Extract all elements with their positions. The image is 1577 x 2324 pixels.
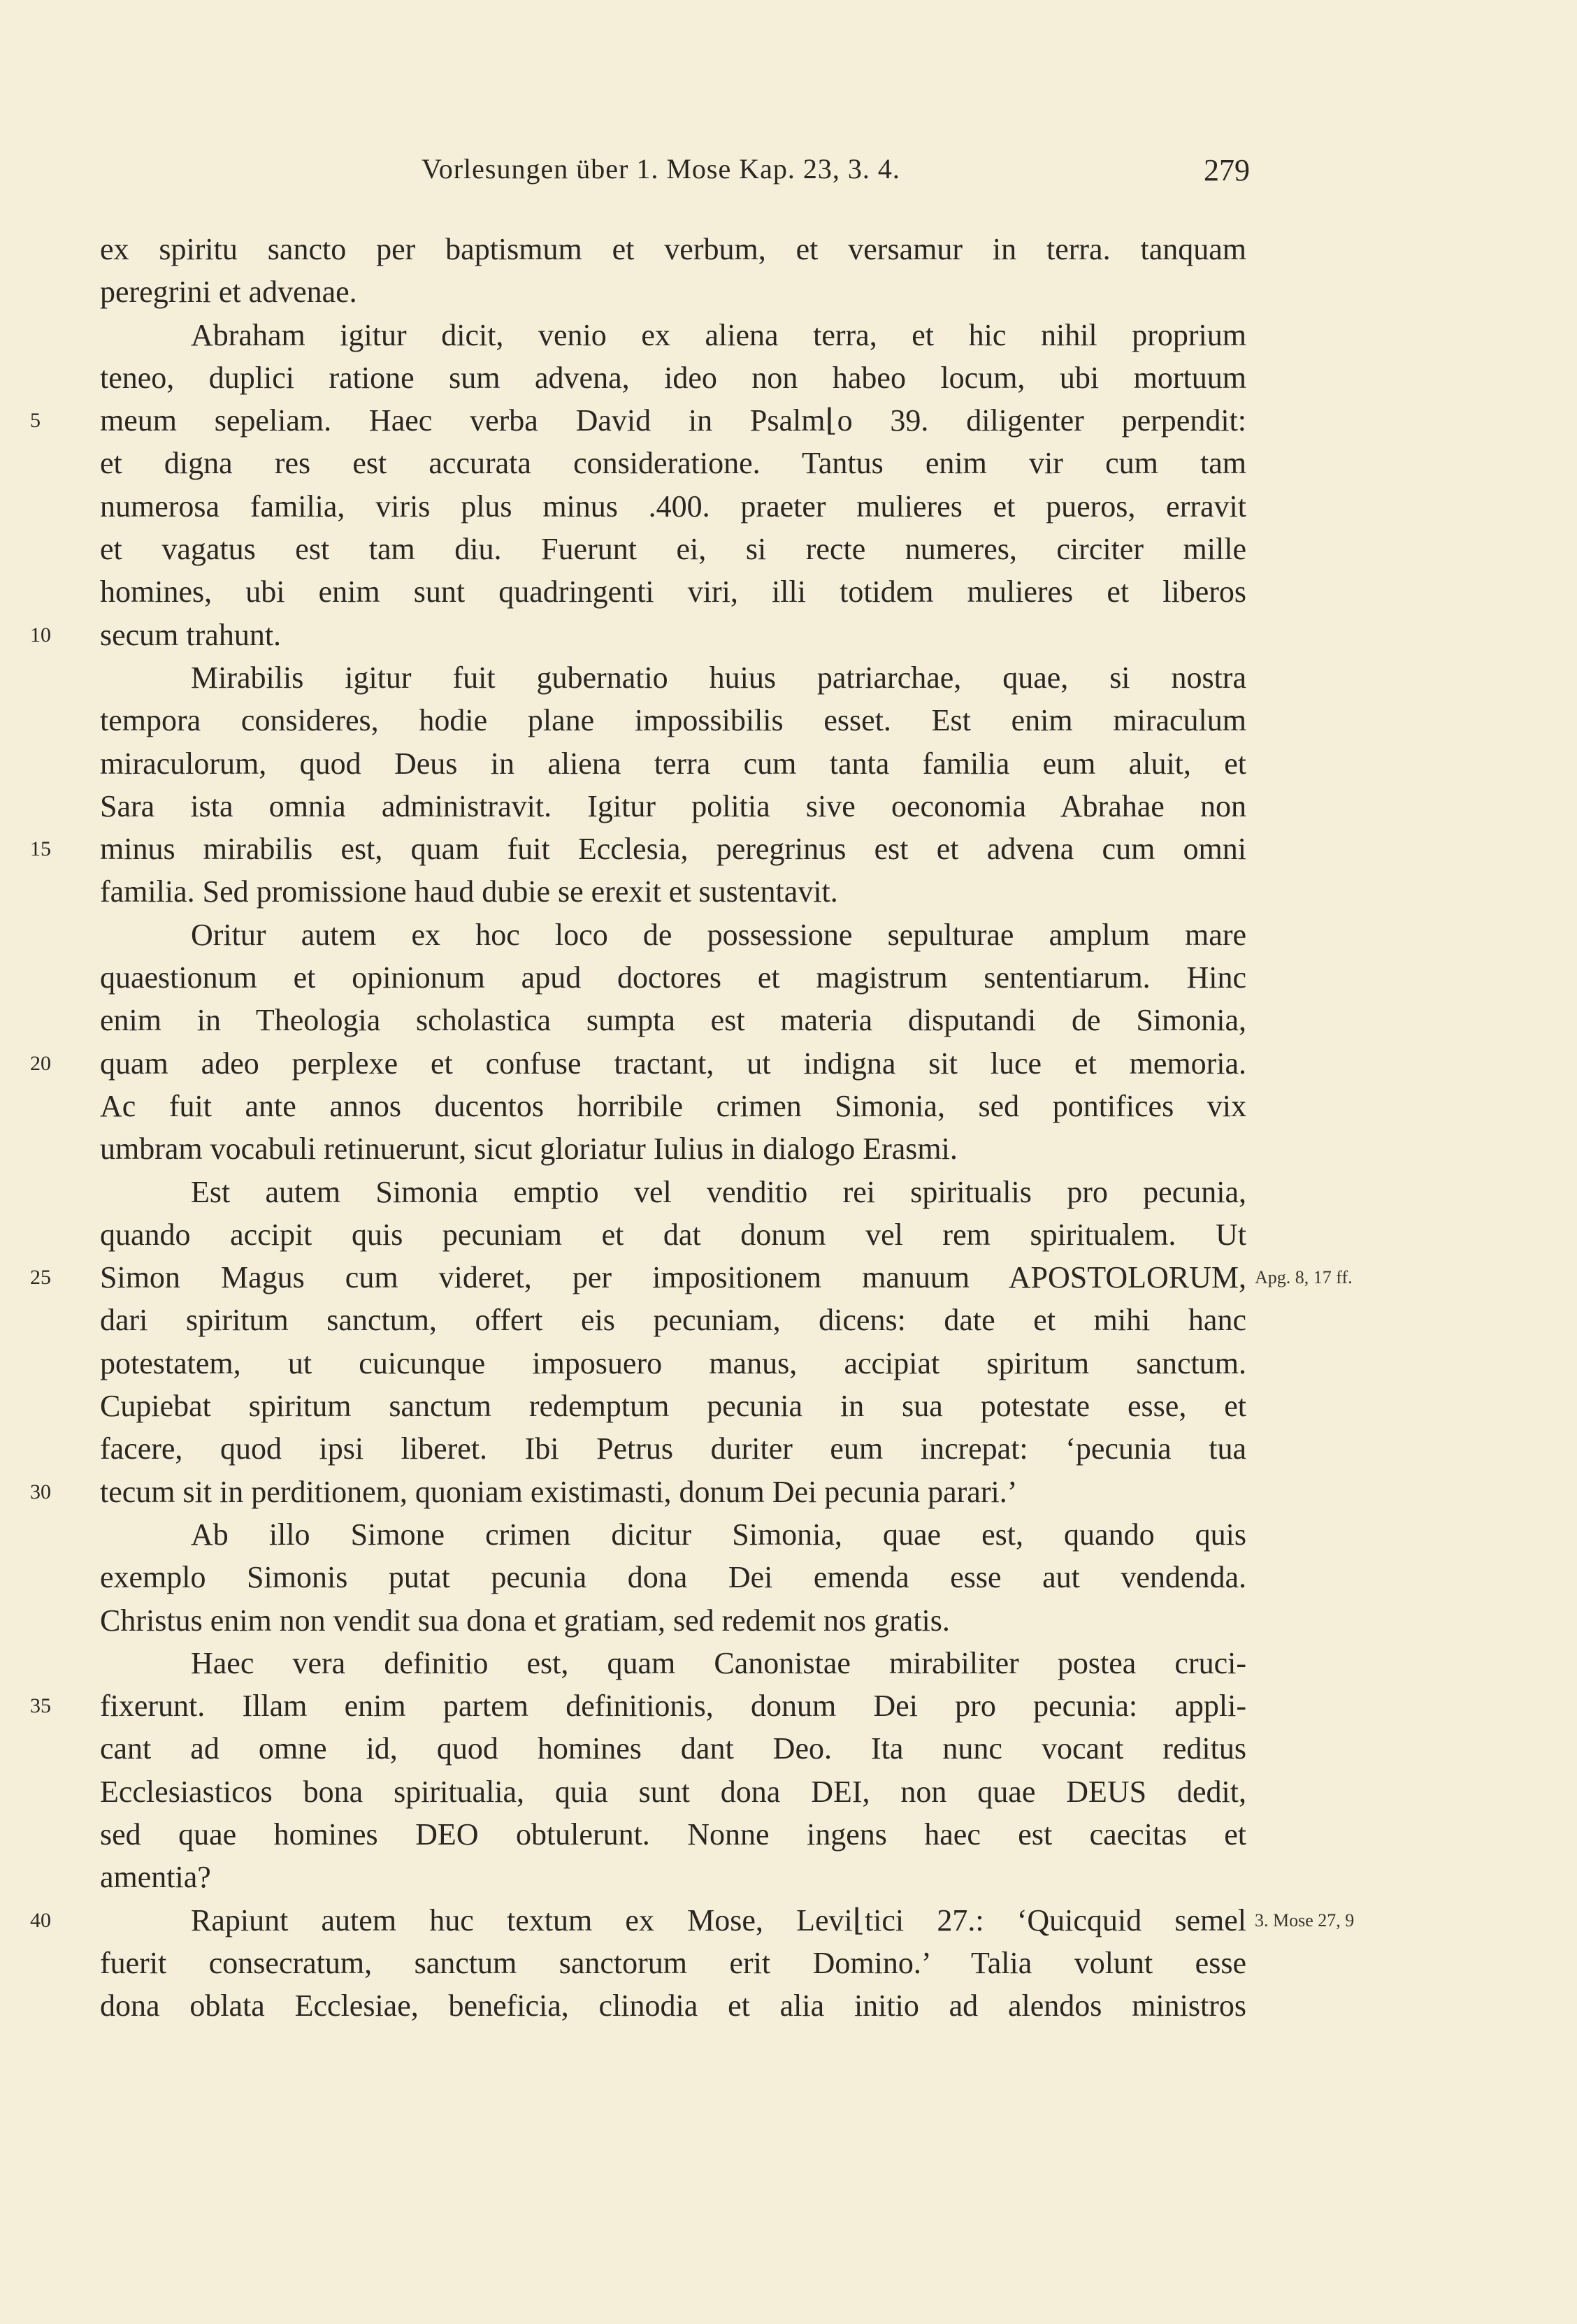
- line-text: potestatem, ut cuicunque imposuero manus, accipiat spiritum sanctum.: [100, 1345, 1246, 1380]
- text-line: [100, 1556, 1246, 1598]
- line-text: homines, ubi enim sunt quadringenti viri, illi totidem mulieres et liberos: [100, 575, 1246, 609]
- line-text: meum sepeliam. Haec verba David in Psalm⌊o 39. diligenter perpendit:: [100, 403, 1246, 438]
- line-text: secum trahunt.: [100, 617, 282, 652]
- text-line: [100, 785, 1246, 828]
- line-text: Christus enim non vendit sua dona et gratiam, sed redemit nos gratis.: [100, 1603, 950, 1638]
- line-text: quaestionum et opinionum apud doctores et magistrum sententiarum. Hinc: [100, 960, 1246, 995]
- line-text: sed quae homines DEO obtulerunt. Nonne ingens haec est caecitas et: [100, 1817, 1246, 1852]
- text-line: [30, 828, 1246, 870]
- line-number: 5: [30, 409, 41, 433]
- line-text: et vagatus est tam diu. Fuerunt ei, si recte numeres, circiter mille: [100, 532, 1246, 567]
- line-text: minus mirabilis est, quam fuit Ecclesia, peregrinus est et advena cum omni: [100, 832, 1246, 867]
- text-line: [100, 1942, 1246, 1984]
- line-text: enim in Theologia scholastica sumpta est materia disputandi de Simonia,: [100, 1003, 1246, 1038]
- line-text: miraculorum, quod Deus in aliena terra cum tanta familia eum aluit, et: [100, 746, 1246, 781]
- line-number: 10: [30, 623, 51, 647]
- text-line: [30, 1042, 1246, 1085]
- text-line: [100, 956, 1246, 999]
- line-text: ex spiritu sancto per baptismum et verbum, et versamur in terra. tanquam: [100, 232, 1246, 266]
- text-line: [100, 1513, 1246, 1556]
- line-text: umbram vocabuli retinuerunt, sicut gloriatur Iulius in dialogo Erasmi.: [100, 1132, 958, 1167]
- text-line: [30, 1256, 1353, 1299]
- line-number: 25: [30, 1266, 51, 1290]
- line-text: et digna res est accurata consideratione. Tantus enim vir cum tam: [100, 446, 1246, 481]
- text-line: [100, 485, 1246, 528]
- line-number: 20: [30, 1051, 51, 1075]
- text-line: [100, 1385, 1246, 1427]
- text-line: [100, 1727, 1246, 1770]
- text-line: [100, 1642, 1246, 1684]
- line-text: dona oblata Ecclesiae, beneficia, clinodia et alia initio ad alendos ministros: [100, 1989, 1246, 2023]
- line-text: teneo, duplici ratione sum advena, ideo non habeo locum, ubi mortuum: [100, 360, 1246, 395]
- text-line: [100, 528, 1246, 570]
- line-text: cant ad omne id, quod homines dant Deo. Ita nunc vocant reditus: [100, 1731, 1246, 1766]
- line-text: Ecclesiasticos bona spiritualia, quia sunt dona DEI, non quae DEUS dedit,: [100, 1774, 1246, 1809]
- text-line: [30, 399, 1246, 442]
- line-text: numerosa familia, viris plus minus .400. praeter mulieres et pueros, erravit: [100, 489, 1246, 524]
- line-number: 15: [30, 837, 51, 861]
- line-text: peregrini et advenae.: [100, 275, 357, 310]
- line-number: 40: [30, 1908, 51, 1932]
- line-text: facere, quod ipsi liberet. Ibi Petrus duriter eum increpat: ‘pecunia tua: [100, 1431, 1246, 1466]
- line-text: Est autem Simonia emptio vel venditio rei spiritualis pro pecunia,: [191, 1174, 1246, 1209]
- page-number: 279: [1204, 153, 1250, 187]
- text-line: [100, 1599, 1246, 1642]
- margin-reference: 3. Mose 27, 9: [1255, 1910, 1355, 1930]
- text-line: [100, 1127, 1246, 1170]
- line-text: Sara ista omnia administravit. Igitur politia sive oeconomia Abrahae non: [100, 788, 1246, 823]
- line-text: exemplo Simonis putat pecunia dona Dei emenda esse aut vendenda.: [100, 1560, 1246, 1595]
- line-text: Ac fuit ante annos ducentos horribile crimen Simonia, sed pontifices vix: [100, 1088, 1246, 1123]
- text-line: [100, 742, 1246, 785]
- line-text: familia. Sed promissione haud dubie se erexit et sustentavit.: [100, 874, 838, 909]
- text-line: [30, 1684, 1246, 1727]
- line-text: tempora consideres, hodie plane impossibilis esset. Est enim miraculum: [100, 703, 1246, 738]
- line-text: tecum sit in perditionem, quoniam existimasti, donum Dei pecunia parari.’: [100, 1474, 1018, 1509]
- line-text: amentia?: [100, 1860, 211, 1895]
- text-line: [100, 699, 1246, 742]
- running-title: Vorlesungen über 1. Mose Kap. 23, 3. 4.: [422, 153, 900, 185]
- text-line: [100, 656, 1246, 699]
- text-line: [100, 1984, 1246, 2027]
- text-line: [100, 1813, 1246, 1856]
- line-text: Rapiunt autem huc textum ex Mose, Levi⌊tici 27.: ‘Quicquid semel: [191, 1903, 1246, 1937]
- text-line: [100, 1770, 1246, 1813]
- body-text: [30, 228, 1355, 2027]
- line-text: fixerunt. Illam enim partem definitionis, donum Dei pro pecunia: appli-: [100, 1689, 1246, 1724]
- text-line: [100, 356, 1246, 399]
- line-text: Cupiebat spiritum sanctum redemptum pecunia in sua potestate esse, et: [100, 1389, 1246, 1424]
- text-line: [100, 314, 1246, 356]
- text-line: [100, 870, 1246, 913]
- text-line: [100, 1856, 1246, 1898]
- text-line: [100, 1299, 1246, 1341]
- line-text: Mirabilis igitur fuit gubernatio huius patriarchae, quae, si nostra: [191, 660, 1246, 695]
- text-line: [100, 1213, 1246, 1256]
- line-text: Ab illo Simone crimen dicitur Simonia, quae est, quando quis: [191, 1517, 1246, 1552]
- line-text: dari spiritum sanctum, offert eis pecuniam, dicens: date et mihi hanc: [100, 1303, 1246, 1338]
- running-header: [0, 152, 1577, 201]
- text-line: [100, 999, 1246, 1041]
- line-text: quando accipit quis pecuniam et dat donum vel rem spiritualem. Ut: [100, 1217, 1246, 1252]
- text-line: [100, 570, 1246, 613]
- line-text: Haec vera definitio est, quam Canonistae mirabiliter postea cruci-: [191, 1645, 1246, 1680]
- line-text: quam adeo perplexe et confuse tractant, ut indigna sit luce et memoria.: [100, 1046, 1246, 1081]
- line-number: 35: [30, 1694, 51, 1718]
- text-line: [100, 442, 1246, 484]
- line-text: fuerit consecratum, sanctum sanctorum erit Domino.’ Talia volunt esse: [100, 1945, 1246, 1980]
- text-line: [100, 1427, 1246, 1470]
- text-line: [30, 614, 1246, 656]
- line-number: 30: [30, 1480, 51, 1503]
- margin-reference: Apg. 8, 17 ff.: [1255, 1267, 1353, 1288]
- text-line: [100, 228, 1246, 270]
- text-line: [100, 914, 1246, 956]
- text-line: [100, 1171, 1246, 1213]
- text-line: [100, 1342, 1246, 1385]
- text-line: [100, 1085, 1246, 1127]
- text-line: [30, 1899, 1355, 1942]
- line-text: Oritur autem ex hoc loco de possessione sepulturae amplum mare: [191, 917, 1246, 952]
- text-line: [100, 270, 1246, 313]
- text-line: [30, 1471, 1246, 1513]
- line-text: Abraham igitur dicit, venio ex aliena terra, et hic nihil proprium: [191, 317, 1246, 352]
- line-text: Simon Magus cum videret, per impositionem manuum APOSTOLORUM,: [100, 1260, 1246, 1295]
